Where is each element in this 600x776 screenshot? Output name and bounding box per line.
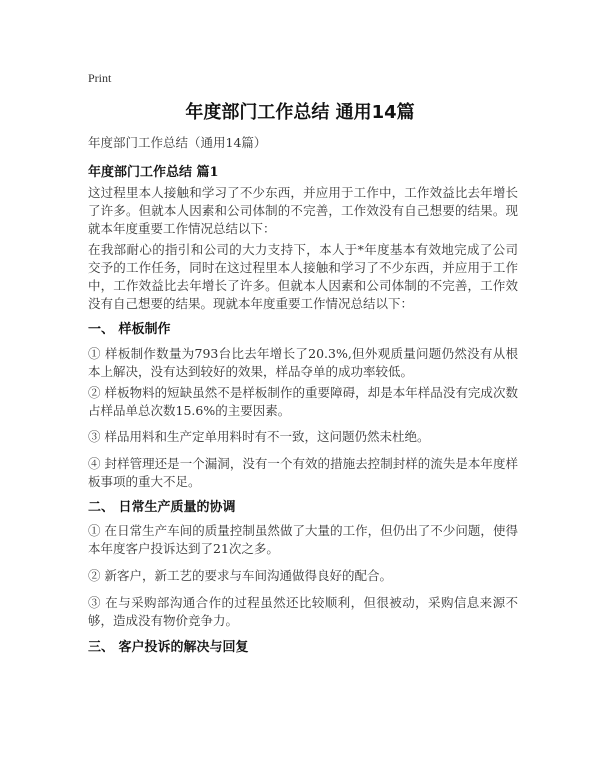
section-2-item-2: ② 新客户，新工艺的要求与车间沟通做得良好的配合。 bbox=[88, 568, 392, 583]
section-title-1: 一、 样板制作 bbox=[88, 322, 171, 337]
section-1-item-4: ④ 封样管理还是一个漏洞，没有一个有效的措施去控制封样的流失是本年度样板事项的重大不足。 bbox=[88, 456, 518, 489]
section-title-3: 三、 客户投诉的解决与回复 bbox=[88, 640, 249, 655]
section-2-item-3: ③ 在与采购部沟通合作的过程虽然还比较顺利，但很被动，采购信息来源不够，造成没有物价竞争力。 bbox=[88, 595, 518, 628]
print-link[interactable]: Print bbox=[88, 71, 112, 85]
document-subtitle: 年度部门工作总结（通用14篇） bbox=[88, 135, 267, 150]
section-heading: 年度部门工作总结 篇1 bbox=[88, 165, 219, 180]
page-title: 年度部门工作总结 通用14篇 bbox=[185, 102, 415, 123]
section-title-2: 二、 日常生产质量的协调 bbox=[88, 500, 236, 515]
section-2-item-1: ① 在日常生产车间的质量控制虽然做了大量的工作，但仍出了不少问题，使得本年度客户投诉达到了21次之多。 bbox=[88, 523, 518, 556]
section-1-item-1: ① 样板制作数量为793台比去年增长了20.3%,但外观质量问题仍然没有从根本上解决，没有达到较好的效果，样品夺单的成功率较低。 bbox=[88, 346, 518, 379]
intro-paragraph-1: 这过程里本人接触和学习了不少东西，并应用于工作中，工作效益比去年增长了许多。但就本人因素和公司体制的不完善，工作效没有自己想要的结果。现就本年度重要工作情况总结以下： bbox=[88, 185, 518, 236]
section-1-item-3: ③ 样品用料和生产定单用料时有不一致，这问题仍然未杜绝。 bbox=[88, 429, 430, 444]
section-1-item-2: ② 样板物料的短缺虽然不是样板制作的重要障碍，却是本年样品没有完成次数占样品单总次数15.6%的主要因素。 bbox=[88, 385, 518, 418]
intro-paragraph-2: 在我部耐心的指引和公司的大力支持下，本人于*年度基本有效地完成了公司交予的工作任务，同时在这过程里本人接触和学习了不少东西，并应用于工作中，工作效益比去年增长了许多。但就本人因素和公司体制的不完善，工作效没有自己想要的结果。现就本年度重要工作情况总结以下： bbox=[88, 242, 518, 311]
